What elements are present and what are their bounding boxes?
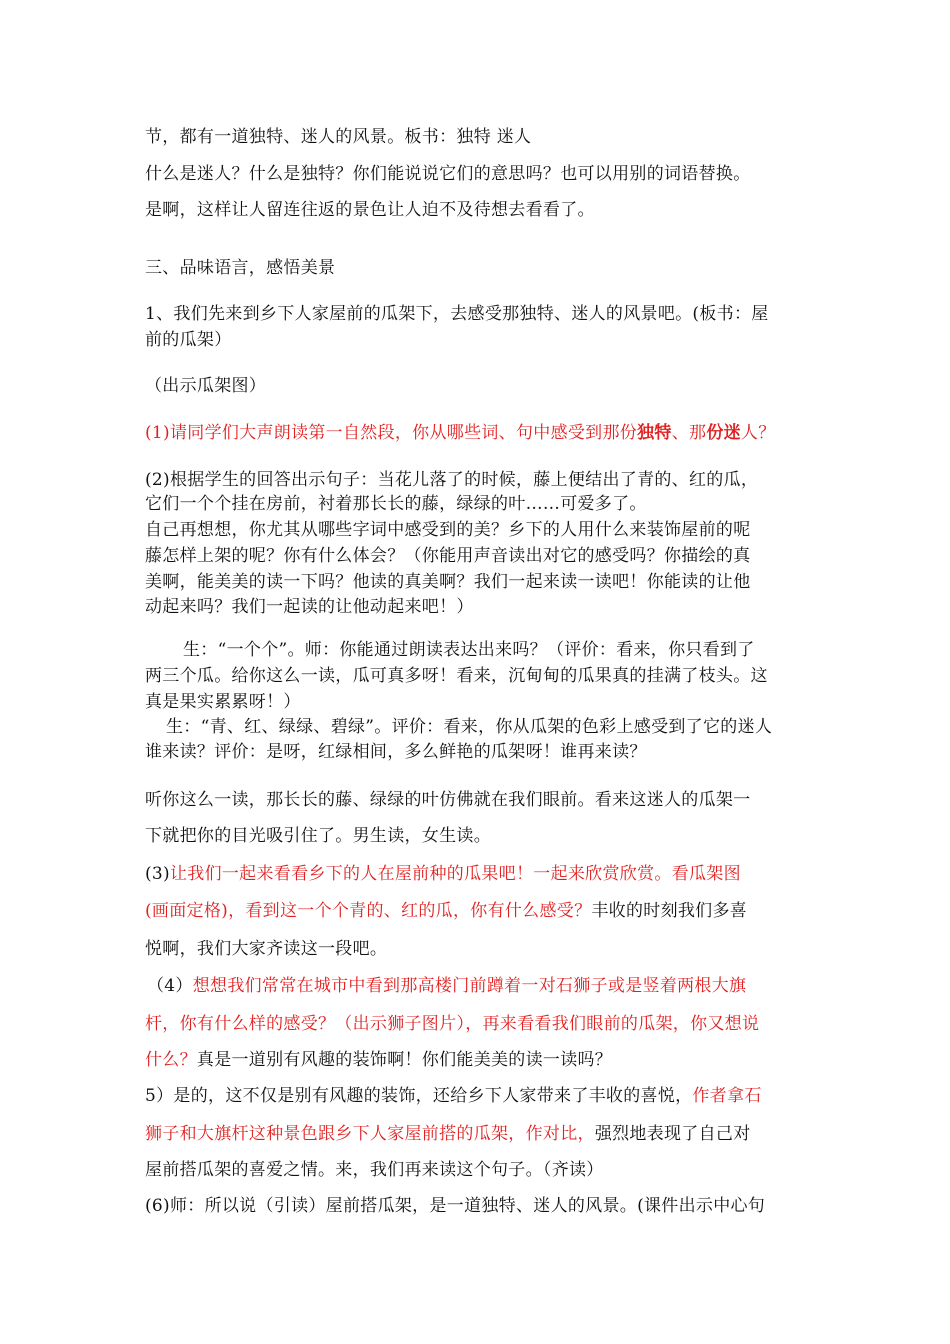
text-segment: （4） xyxy=(147,976,193,996)
text-segment: 什么？ xyxy=(145,1050,197,1070)
text-line xyxy=(145,330,232,350)
text-segment: 作者拿石 xyxy=(692,1086,762,1106)
text-segment: 生：“一个个”。师：你能通过朗读表达出来吗？（评价：看来，你只看到了 xyxy=(183,640,755,660)
text-segment: 狮子和大旗杆这种景色跟乡下人家屋前搭的瓜架，作对比， xyxy=(145,1124,595,1144)
text-segment: 强烈地表现了自己对 xyxy=(594,1124,751,1144)
text-line xyxy=(145,470,758,490)
text-line xyxy=(145,200,595,220)
text-line xyxy=(145,1014,759,1034)
text-line xyxy=(145,597,474,617)
text-line xyxy=(145,127,531,147)
text-line xyxy=(145,304,769,324)
text-line xyxy=(145,666,768,686)
text-segment: 人？ xyxy=(740,423,776,443)
text-segment: 自己再想想，你尤其从哪些字词中感受到的美？乡下的人用什么来装饰屋前的呢 xyxy=(145,520,751,540)
text-line xyxy=(145,520,751,540)
text-line xyxy=(145,546,751,566)
text-segment: 是啊，这样让人留连往返的景色让人迫不及待想去看看了。 xyxy=(145,200,595,220)
text-line xyxy=(147,976,746,996)
text-line xyxy=(183,640,755,660)
text-segment: 1、我们先来到乡下人家屋前的瓜架下，去感受那独特、迷人的风景吧。(板书：屋 xyxy=(145,304,769,324)
text-segment: 动起来吗？我们一起读的让他动起来吧！） xyxy=(145,597,474,617)
text-segment: 丰收的时刻我们多喜 xyxy=(591,901,748,921)
text-segment: 节，都有一道独特、迷人的风景。板书：独特 迷人 xyxy=(145,127,532,147)
text-line xyxy=(145,494,647,514)
text-line xyxy=(145,901,747,921)
text-segment: 三、品味语言，感悟美景 xyxy=(145,258,336,278)
text-segment: 让我们一起来看看乡下的人在屋前种的瓜果吧！一起来欣赏欣赏。看瓜架图 xyxy=(169,864,741,884)
text-segment: 下就把你的目光吸引住了。男生读，女生读。 xyxy=(145,826,491,846)
text-line xyxy=(145,826,491,846)
question-line xyxy=(145,423,776,443)
section-heading xyxy=(145,258,335,278)
text-segment: 什么是迷人？什么是独特？你们能说说它们的意思吗？也可以用别的词语替换。 xyxy=(145,164,751,184)
text-segment: 两三个瓜。给你这么一读，瓜可真多呀！看来，沉甸甸的瓜果真的挂满了枝头。这 xyxy=(145,666,768,686)
text-segment: (6)师：所以说（引读）屋前搭瓜架，是一道独特、迷人的风景。(课件出示中心句 xyxy=(145,1196,766,1216)
text-segment: 份迷 xyxy=(706,423,741,443)
text-line xyxy=(145,376,266,396)
text-line xyxy=(145,742,647,762)
text-line xyxy=(145,164,751,184)
text-segment: 5）是的，这不仅是别有风趣的装饰，还给乡下人家带来了丰收的喜悦， xyxy=(145,1086,693,1106)
text-segment: (2)根据学生的回答出示句子：当花儿落了的时候，藤上便结出了青的、红的瓜， xyxy=(145,470,759,490)
text-line xyxy=(145,1086,762,1106)
text-segment: 美啊，能美美的读一下吗？他读的真美啊？我们一起来读一读吧！你能读的让他 xyxy=(145,572,751,592)
text-segment: 听你这么一读，那长长的藤、绿绿的叶仿佛就在我们眼前。看来这迷人的瓜架一 xyxy=(145,790,751,810)
text-line xyxy=(145,1124,751,1144)
text-segment: (1)请同学们大声朗读第一自然段，你从哪些词、句中感受到那份 xyxy=(145,423,638,443)
text-segment: 藤怎样上架的呢？你有什么体会？（你能用声音读出对它的感受吗？你描绘的真 xyxy=(145,546,751,566)
text-segment: 想想我们常常在城市中看到那高楼门前蹲着一对石狮子或是竖着两根大旗 xyxy=(192,976,747,996)
text-line xyxy=(145,1196,765,1216)
text-line xyxy=(145,1160,604,1180)
text-segment: 、那 xyxy=(671,423,707,443)
text-line xyxy=(145,939,387,959)
text-line xyxy=(145,864,741,884)
text-segment: 它们一个个挂在房前，衬着那长长的藤，绿绿的叶……可爱多了。 xyxy=(145,494,647,514)
text-line xyxy=(145,692,301,712)
text-line xyxy=(145,572,751,592)
text-segment: 真是果实累累呀！） xyxy=(145,692,301,712)
text-segment: (3) xyxy=(145,864,170,884)
text-segment: (画面定格)，看到这一个个青的、红的瓜，你有什么感受？ xyxy=(145,901,592,921)
text-segment: （出示瓜架图） xyxy=(145,376,267,396)
text-segment: 屋前搭瓜架的喜爱之情。来，我们再来读这个句子。（齐读） xyxy=(145,1160,604,1180)
text-segment: 悦啊，我们大家齐读这一段吧。 xyxy=(145,939,388,959)
text-segment: 独特 xyxy=(637,423,672,443)
text-segment: 真是一道别有风趣的装饰啊！你们能美美的读一读吗？ xyxy=(196,1050,613,1070)
text-segment: 生：“青、红、绿绿、碧绿”。评价：看来，你从瓜架的色彩上感受到了它的迷人 xyxy=(166,717,773,737)
text-segment: 前的瓜架） xyxy=(145,330,232,350)
text-line xyxy=(166,717,772,737)
text-line xyxy=(145,790,751,810)
text-segment: 谁来读？评价：是呀，红绿相间，多么鲜艳的瓜架呀！谁再来读？ xyxy=(145,742,647,762)
text-segment: 杆，你有什么样的感受？（出示狮子图片），再来看看我们眼前的瓜架，你又想说 xyxy=(145,1014,760,1034)
text-line xyxy=(145,1050,612,1070)
